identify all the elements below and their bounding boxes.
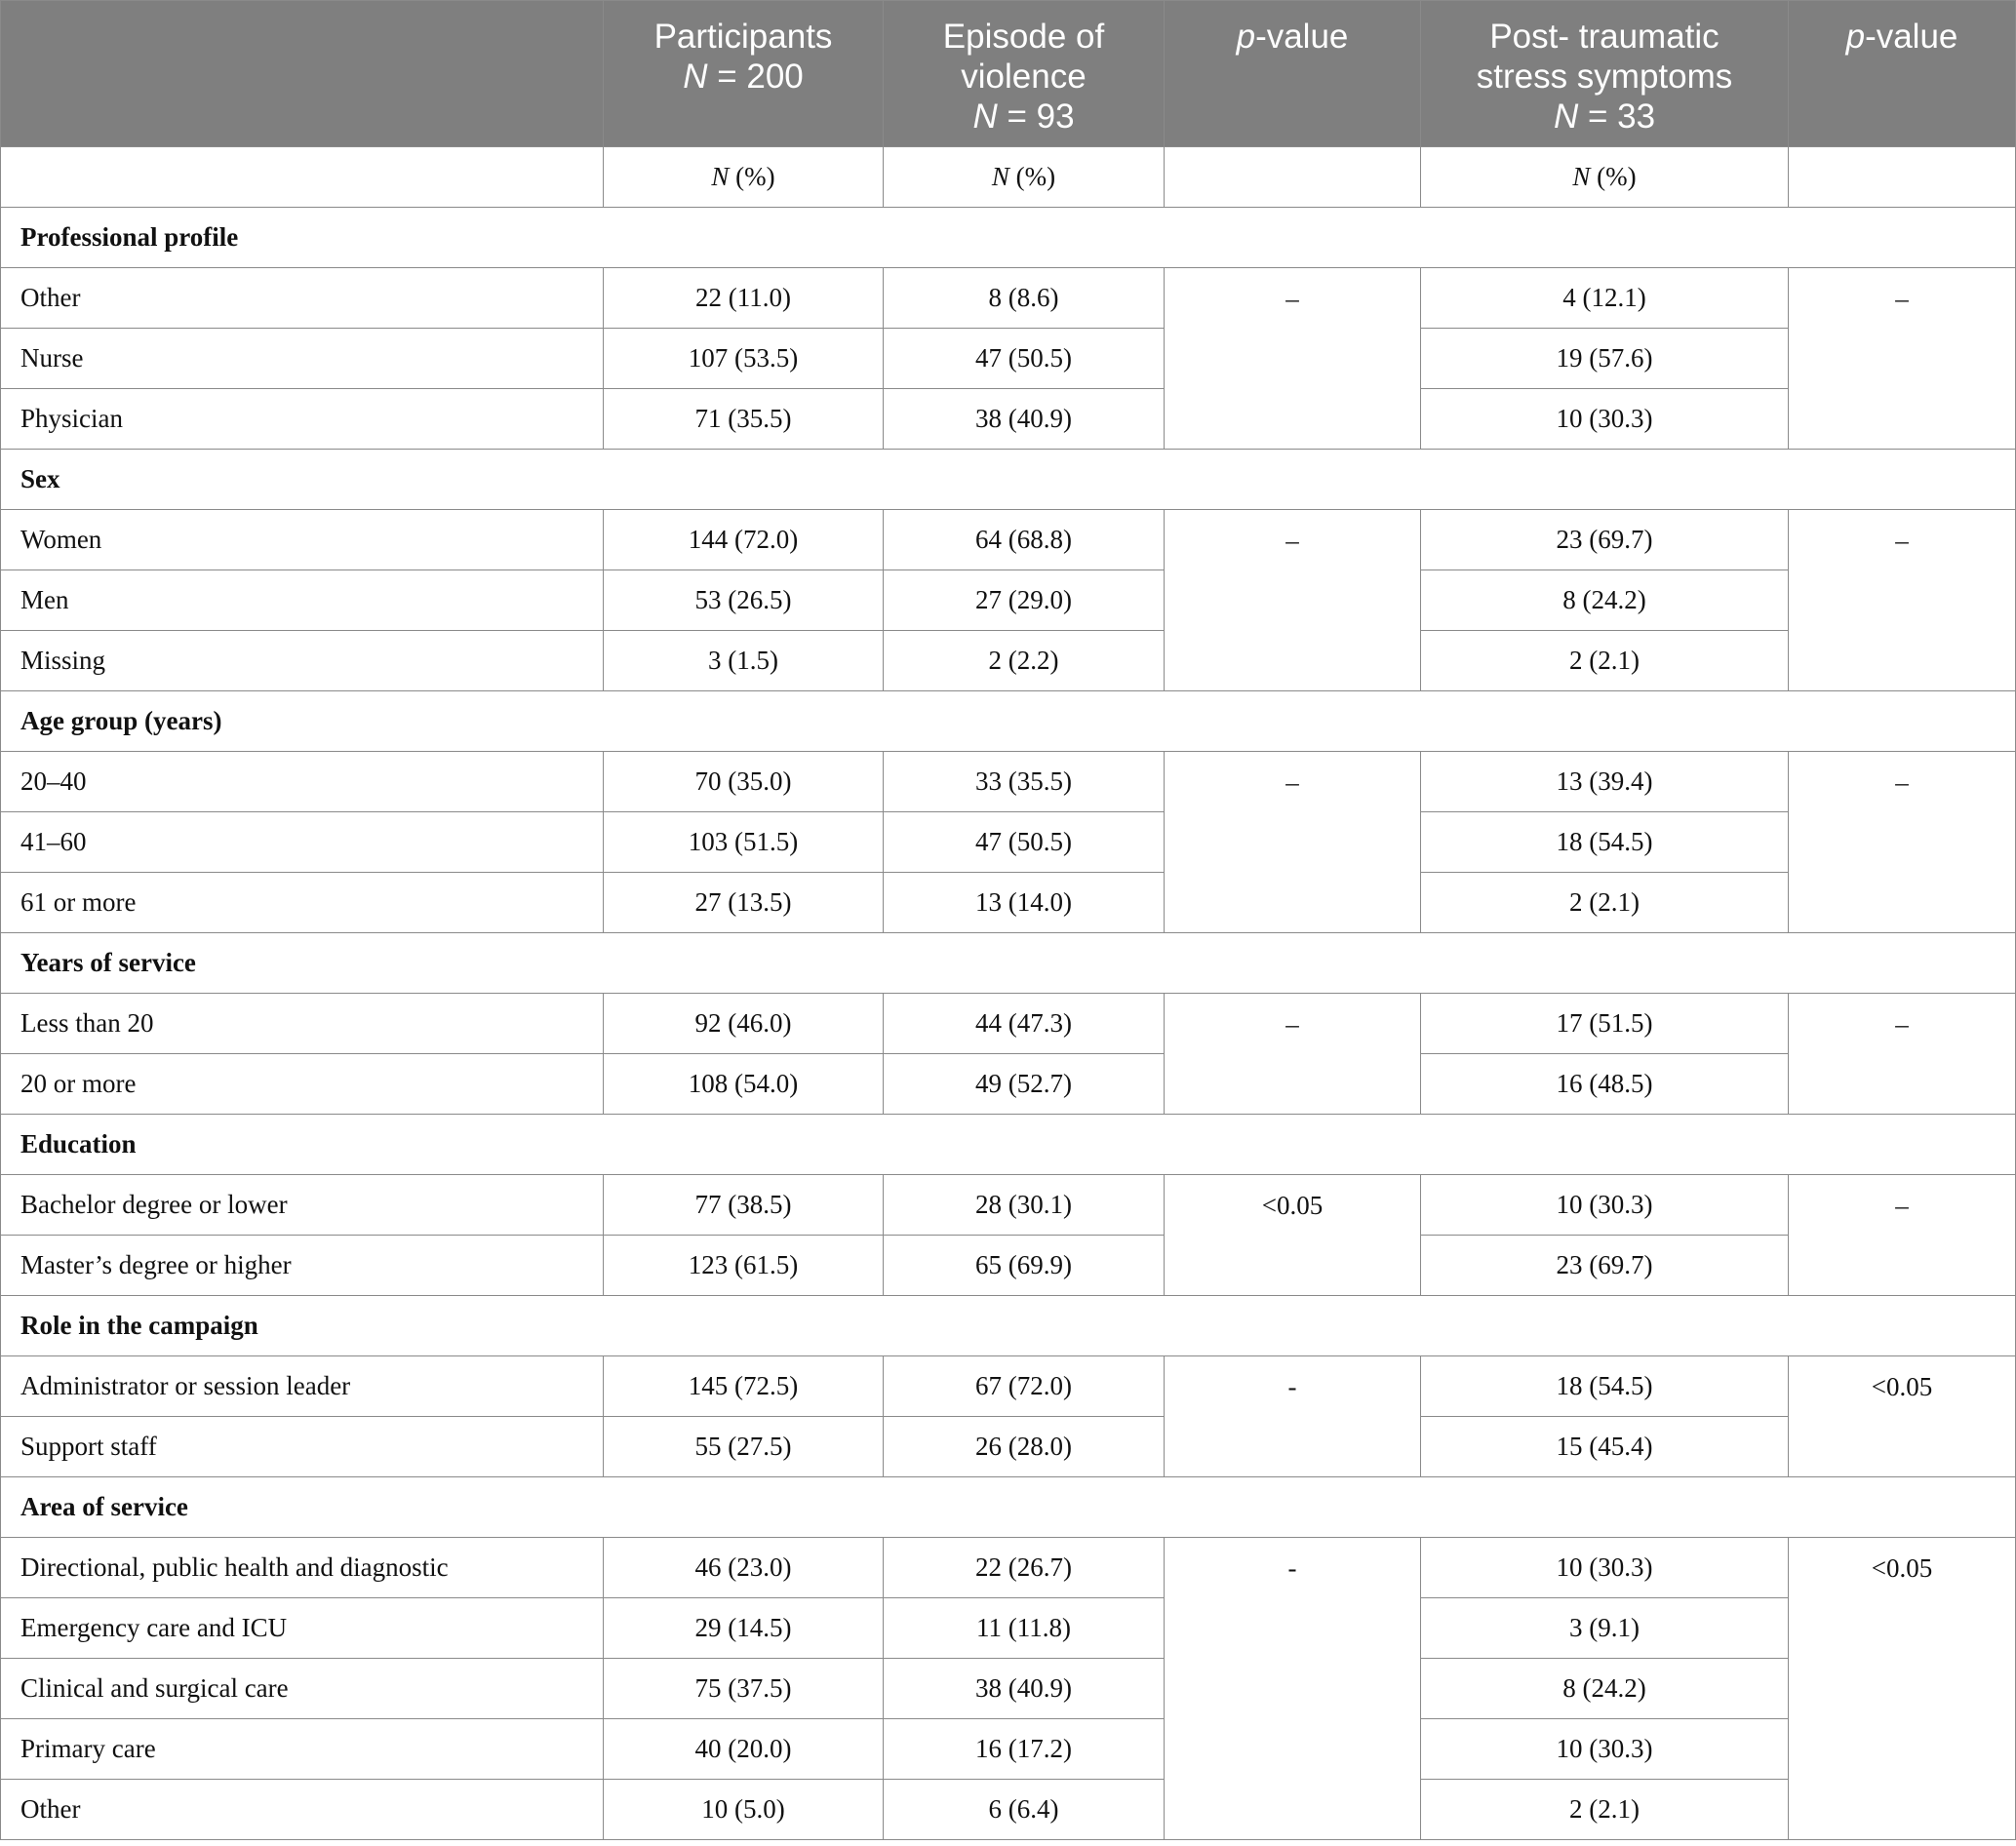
table-row <box>1 1598 2016 1659</box>
units-pct: (%) <box>729 162 775 191</box>
participants-cell: 92 (46.0) <box>604 994 884 1054</box>
ptsd-cell: 18 (54.5) <box>1421 1356 1789 1417</box>
table-row <box>1 1356 2016 1417</box>
participants-cell: 22 (11.0) <box>604 268 884 329</box>
pvalue-ptsd-cell: – <box>1789 994 2016 1115</box>
header-pvalue-ptsd-rest: -value <box>1865 18 1958 56</box>
violence-cell: 16 (17.2) <box>884 1719 1165 1780</box>
participants-cell: 70 (35.0) <box>604 752 884 812</box>
units-blank <box>1 147 604 208</box>
table-row <box>1 873 2016 933</box>
participants-cell: 77 (38.5) <box>604 1175 884 1236</box>
table-row <box>1 329 2016 389</box>
table-row <box>1 1175 2016 1236</box>
units-pvalue-violence <box>1165 147 1421 208</box>
header-ptsd <box>1421 1 1789 147</box>
ptsd-cell: 10 (30.3) <box>1421 1175 1789 1236</box>
header-participants-n <box>604 57 883 97</box>
row-label: 41–60 <box>1 812 604 873</box>
pvalue-violence-cell: - <box>1165 1538 1421 1840</box>
row-label: Physician <box>1 389 604 450</box>
row-label: Women <box>1 510 604 570</box>
table-row <box>1 1417 2016 1477</box>
header-violence-title-2: violence <box>961 58 1087 96</box>
table-row <box>1 1538 2016 1598</box>
units-ptsd <box>1421 147 1789 208</box>
violence-cell: 11 (11.8) <box>884 1598 1165 1659</box>
header-participants-title: Participants <box>653 18 833 56</box>
table-row <box>1 994 2016 1054</box>
row-label: Primary care <box>1 1719 604 1780</box>
section-title: Years of service <box>1 933 2016 994</box>
header-violence-n-label: N <box>972 98 998 136</box>
pvalue-violence-cell: – <box>1165 510 1421 691</box>
table-row <box>1 570 2016 631</box>
units-n-label: N <box>991 162 1009 191</box>
units-pct: (%) <box>1590 162 1637 191</box>
units-violence <box>884 147 1165 208</box>
section-header-row <box>1 1115 2016 1175</box>
header-violence-n <box>884 97 1164 137</box>
ptsd-cell: 8 (24.2) <box>1421 1659 1789 1719</box>
header-participants <box>604 1 884 147</box>
ptsd-cell: 2 (2.1) <box>1421 1780 1789 1840</box>
participants-cell: 29 (14.5) <box>604 1598 884 1659</box>
participants-cell: 3 (1.5) <box>604 631 884 691</box>
header-pvalue-ptsd-text <box>1789 17 2015 57</box>
violence-cell: 33 (35.5) <box>884 752 1165 812</box>
violence-cell: 22 (26.7) <box>884 1538 1165 1598</box>
pvalue-ptsd-cell: – <box>1789 268 2016 450</box>
units-n-label: N <box>1572 162 1591 191</box>
table-row <box>1 1719 2016 1780</box>
header-pvalue-violence-text <box>1165 17 1420 57</box>
table-row <box>1 1054 2016 1115</box>
ptsd-cell: 10 (30.3) <box>1421 1719 1789 1780</box>
header-participants-n-value: = 200 <box>707 58 804 96</box>
ptsd-cell: 23 (69.7) <box>1421 1236 1789 1296</box>
ptsd-cell: 3 (9.1) <box>1421 1598 1789 1659</box>
table-row <box>1 389 2016 450</box>
violence-cell: 8 (8.6) <box>884 268 1165 329</box>
section-title: Role in the campaign <box>1 1296 2016 1356</box>
pvalue-violence-cell: – <box>1165 752 1421 933</box>
violence-cell: 64 (68.8) <box>884 510 1165 570</box>
row-label: 20 or more <box>1 1054 604 1115</box>
table-row <box>1 1659 2016 1719</box>
section-header-row <box>1 691 2016 752</box>
ptsd-cell: 18 (54.5) <box>1421 812 1789 873</box>
table-body <box>1 147 2016 1840</box>
ptsd-cell: 2 (2.1) <box>1421 873 1789 933</box>
row-label: Directional, public health and diagnostic <box>1 1538 604 1598</box>
violence-cell: 38 (40.9) <box>884 1659 1165 1719</box>
violence-cell: 28 (30.1) <box>884 1175 1165 1236</box>
header-ptsd-n <box>1421 97 1788 137</box>
section-title: Professional profile <box>1 208 2016 268</box>
pvalue-ptsd-cell: – <box>1789 510 2016 691</box>
violence-cell: 47 (50.5) <box>884 812 1165 873</box>
header-violence <box>884 1 1165 147</box>
ptsd-cell: 16 (48.5) <box>1421 1054 1789 1115</box>
units-pct: (%) <box>1008 162 1056 191</box>
participants-cell: 123 (61.5) <box>604 1236 884 1296</box>
violence-cell: 2 (2.2) <box>884 631 1165 691</box>
header-participants-n-label: N <box>683 58 708 96</box>
units-pvalue-ptsd <box>1789 147 2016 208</box>
row-label: Other <box>1 1780 604 1840</box>
participants-cell: 71 (35.5) <box>604 389 884 450</box>
ptsd-cell: 13 (39.4) <box>1421 752 1789 812</box>
participants-cell: 55 (27.5) <box>604 1417 884 1477</box>
violence-cell: 27 (29.0) <box>884 570 1165 631</box>
units-row <box>1 147 2016 208</box>
header-pvalue-ptsd-p: p <box>1845 18 1866 56</box>
section-title: Age group (years) <box>1 691 2016 752</box>
violence-cell: 6 (6.4) <box>884 1780 1165 1840</box>
header-ptsd-n-value: = 33 <box>1578 98 1656 136</box>
row-label: Nurse <box>1 329 604 389</box>
row-label: Master’s degree or higher <box>1 1236 604 1296</box>
participants-cell: 107 (53.5) <box>604 329 884 389</box>
violence-cell: 13 (14.0) <box>884 873 1165 933</box>
section-title: Education <box>1 1115 2016 1175</box>
violence-cell: 47 (50.5) <box>884 329 1165 389</box>
violence-cell: 49 (52.7) <box>884 1054 1165 1115</box>
participants-cell: 27 (13.5) <box>604 873 884 933</box>
header-blank <box>1 1 604 147</box>
ptsd-cell: 15 (45.4) <box>1421 1417 1789 1477</box>
participants-cell: 145 (72.5) <box>604 1356 884 1417</box>
pvalue-violence-cell: – <box>1165 268 1421 450</box>
units-participants <box>604 147 884 208</box>
row-label: Missing <box>1 631 604 691</box>
violence-cell: 26 (28.0) <box>884 1417 1165 1477</box>
violence-cell: 65 (69.9) <box>884 1236 1165 1296</box>
violence-cell: 38 (40.9) <box>884 389 1165 450</box>
table-row <box>1 752 2016 812</box>
violence-cell: 44 (47.3) <box>884 994 1165 1054</box>
table-row <box>1 812 2016 873</box>
pvalue-ptsd-cell: – <box>1789 1175 2016 1296</box>
header-ptsd-title-1: Post- traumatic <box>1489 18 1720 56</box>
row-label: Less than 20 <box>1 994 604 1054</box>
ptsd-cell: 8 (24.2) <box>1421 570 1789 631</box>
ptsd-cell: 23 (69.7) <box>1421 510 1789 570</box>
header-pvalue-violence <box>1165 1 1421 147</box>
ptsd-cell: 17 (51.5) <box>1421 994 1789 1054</box>
table-row <box>1 1780 2016 1840</box>
row-label: 61 or more <box>1 873 604 933</box>
header-ptsd-title-2: stress symptoms <box>1476 58 1733 96</box>
row-label: Emergency care and ICU <box>1 1598 604 1659</box>
header-pvalue-violence-rest: -value <box>1255 18 1349 56</box>
ptsd-cell: 4 (12.1) <box>1421 268 1789 329</box>
section-header-row <box>1 933 2016 994</box>
pvalue-ptsd-cell: – <box>1789 752 2016 933</box>
table-row <box>1 1236 2016 1296</box>
participants-cell: 10 (5.0) <box>604 1780 884 1840</box>
ptsd-cell: 19 (57.6) <box>1421 329 1789 389</box>
ptsd-cell: 10 (30.3) <box>1421 389 1789 450</box>
section-header-row <box>1 450 2016 510</box>
header-row <box>1 1 2016 147</box>
pvalue-ptsd-cell: <0.05 <box>1789 1356 2016 1477</box>
ptsd-cell: 2 (2.1) <box>1421 631 1789 691</box>
participants-cell: 75 (37.5) <box>604 1659 884 1719</box>
section-title: Area of service <box>1 1477 2016 1538</box>
header-violence-n-value: = 93 <box>997 98 1075 136</box>
row-label: Bachelor degree or lower <box>1 1175 604 1236</box>
pvalue-violence-cell: - <box>1165 1356 1421 1477</box>
participants-cell: 53 (26.5) <box>604 570 884 631</box>
pvalue-ptsd-cell: <0.05 <box>1789 1538 2016 1840</box>
participants-cell: 103 (51.5) <box>604 812 884 873</box>
participants-cell: 46 (23.0) <box>604 1538 884 1598</box>
header-ptsd-n-label: N <box>1553 98 1579 136</box>
row-label: 20–40 <box>1 752 604 812</box>
section-header-row <box>1 1296 2016 1356</box>
row-label: Men <box>1 570 604 631</box>
section-title: Sex <box>1 450 2016 510</box>
participants-cell: 40 (20.0) <box>604 1719 884 1780</box>
row-label: Other <box>1 268 604 329</box>
row-label: Support staff <box>1 1417 604 1477</box>
ptsd-cell: 10 (30.3) <box>1421 1538 1789 1598</box>
section-header-row <box>1 1477 2016 1538</box>
header-pvalue-violence-p: p <box>1236 18 1256 56</box>
table-row <box>1 268 2016 329</box>
section-header-row <box>1 208 2016 268</box>
participants-cell: 108 (54.0) <box>604 1054 884 1115</box>
row-label: Administrator or session leader <box>1 1356 604 1417</box>
table-row <box>1 631 2016 691</box>
units-n-label: N <box>711 162 730 191</box>
participants-cell: 144 (72.0) <box>604 510 884 570</box>
row-label: Clinical and surgical care <box>1 1659 604 1719</box>
table-row <box>1 510 2016 570</box>
header-pvalue-ptsd <box>1789 1 2016 147</box>
pvalue-violence-cell: <0.05 <box>1165 1175 1421 1296</box>
header-violence-title-1: Episode of <box>942 18 1105 56</box>
pvalue-violence-cell: – <box>1165 994 1421 1115</box>
violence-cell: 67 (72.0) <box>884 1356 1165 1417</box>
